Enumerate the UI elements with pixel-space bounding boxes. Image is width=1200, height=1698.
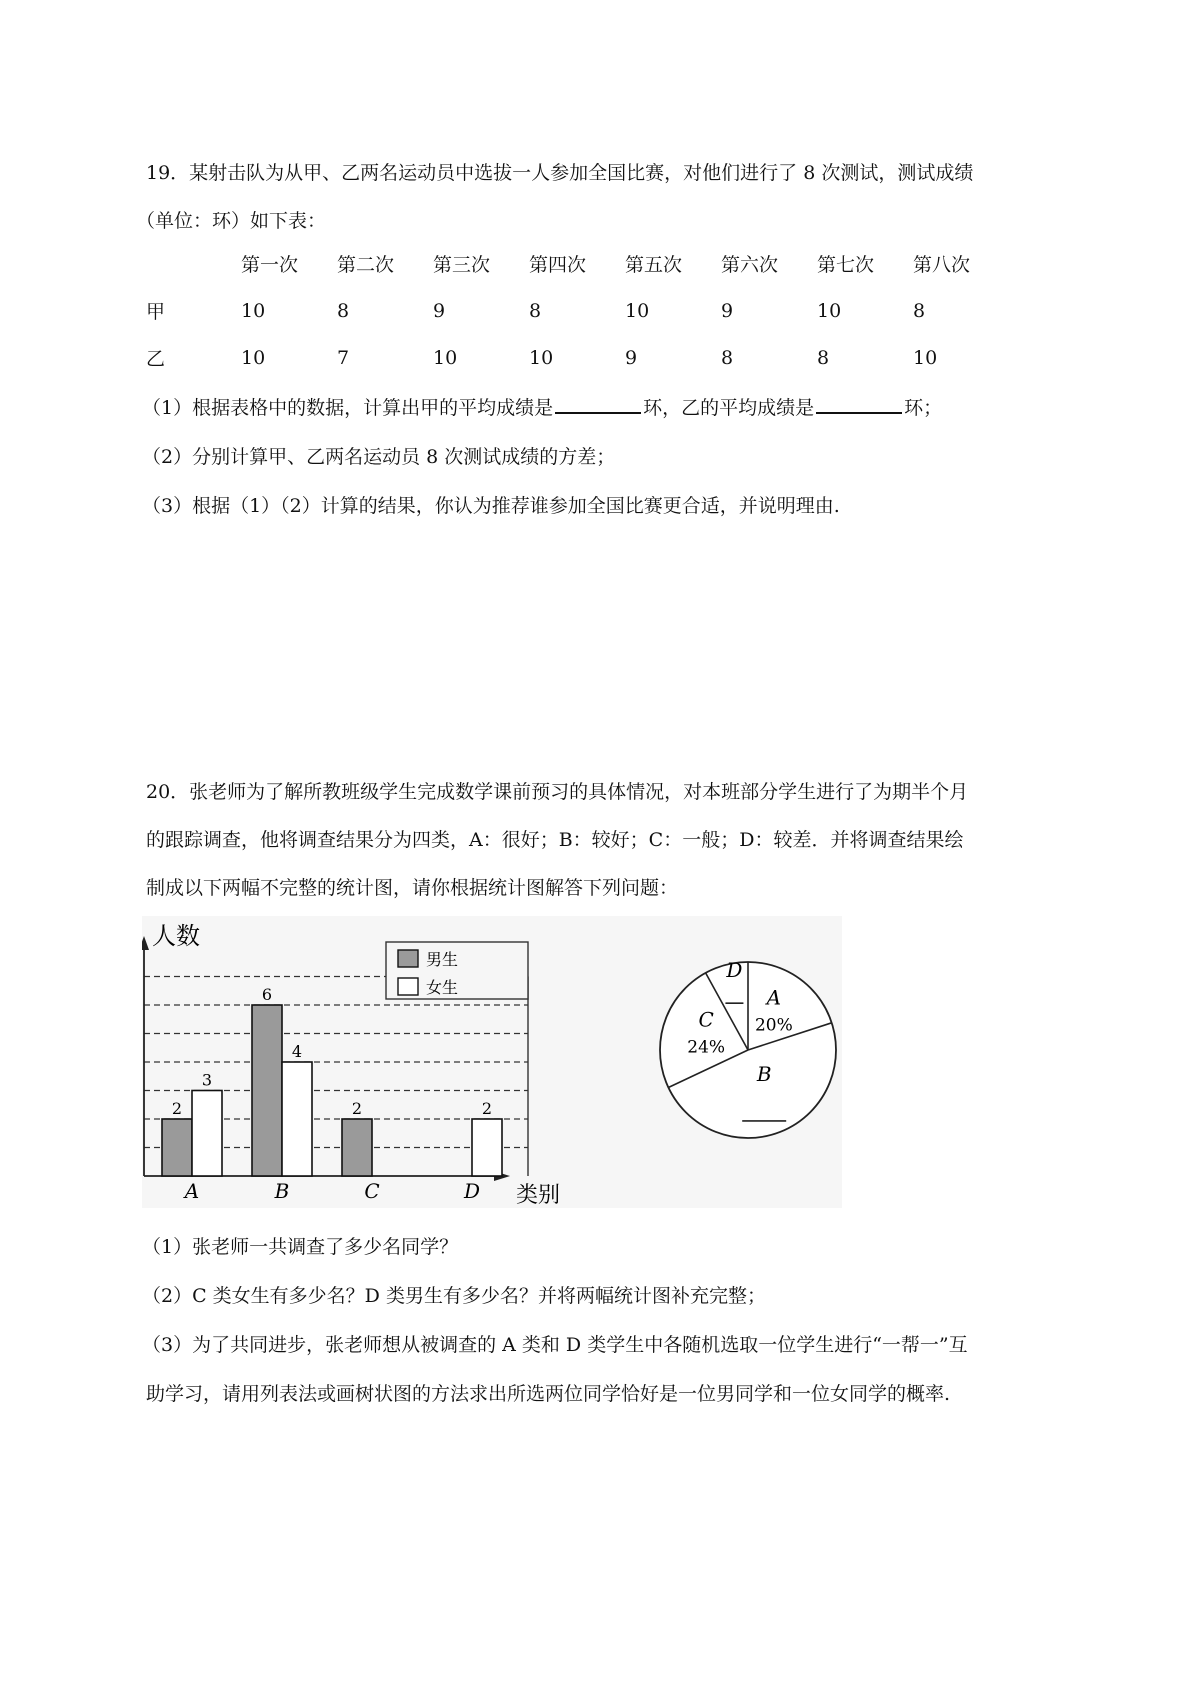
q19-part1-text-a: （1）根据表格中的数据，计算出甲的平均成绩是 bbox=[142, 397, 554, 419]
table-cell: 9 bbox=[433, 299, 446, 322]
bar-girls bbox=[282, 1062, 312, 1176]
answer-blank[interactable] bbox=[555, 394, 641, 414]
q20-line3: 制成以下两幅不完整的统计图，请你根据统计图解答下列问题： bbox=[146, 877, 679, 899]
q19-part1 bbox=[142, 393, 942, 420]
category-label: C bbox=[364, 1179, 380, 1203]
q19-part1-text-c: 环； bbox=[904, 397, 943, 419]
legend-label: 女生 bbox=[426, 978, 459, 997]
legend-swatch bbox=[398, 978, 418, 995]
q20-part1: （1）张老师一共调查了多少名同学？ bbox=[142, 1236, 459, 1258]
table-cell: 8 bbox=[721, 346, 734, 369]
header-cell: 第八次 bbox=[913, 254, 971, 276]
table-cell: 10 bbox=[625, 299, 650, 322]
bar-value-label: 3 bbox=[201, 1070, 213, 1090]
table-cell: 9 bbox=[721, 299, 734, 322]
bar-value-label: 2 bbox=[171, 1099, 183, 1118]
header-cell: 第七次 bbox=[817, 254, 875, 276]
category-label: A bbox=[184, 1179, 200, 1203]
statistics-figure bbox=[142, 916, 842, 1213]
pie-slice-label: C bbox=[698, 1007, 714, 1032]
pie-percent-label: 20% bbox=[754, 1015, 793, 1036]
table-row-jia bbox=[146, 287, 1009, 334]
score-table bbox=[146, 240, 1009, 381]
table-cell: 10 bbox=[433, 346, 458, 369]
header-cell: 第二次 bbox=[337, 254, 395, 276]
pie-slice-label: D bbox=[726, 958, 743, 983]
pie-slice-label: A bbox=[766, 985, 782, 1010]
table-cell: 10 bbox=[817, 299, 842, 322]
table-cell: 10 bbox=[529, 346, 554, 369]
table-cell: 8 bbox=[817, 346, 830, 369]
table-cell: 7 bbox=[337, 346, 350, 369]
bar-value-label: 6 bbox=[261, 985, 273, 1004]
header-cell: 第四次 bbox=[529, 254, 587, 276]
bar-boys bbox=[342, 1119, 372, 1176]
statistics-figure-svg bbox=[142, 916, 842, 1208]
table-cell: 8 bbox=[337, 299, 350, 322]
bar-value-label: 4 bbox=[291, 1042, 303, 1061]
q20-part2: （2）C 类女生有多少名？D 类男生有多少名？并将两幅统计图补充完整； bbox=[142, 1285, 766, 1307]
category-label: B bbox=[274, 1179, 290, 1203]
bar-girls bbox=[472, 1119, 502, 1176]
q19-line2: （单位：环）如下表： bbox=[136, 210, 327, 232]
legend-swatch bbox=[398, 950, 418, 967]
y-axis-label: 人数 bbox=[152, 922, 200, 950]
q20-part3b: 助学习，请用列表法或画树状图的方法求出所选两位同学恰好是一位男同学和一位女同学的概率. bbox=[146, 1383, 951, 1405]
table-cell: 8 bbox=[529, 299, 542, 322]
q19-part2: （2）分别计算甲、乙两名运动员 8 次测试成绩的方差； bbox=[142, 446, 616, 468]
q19-part1-text-b: 环，乙的平均成绩是 bbox=[643, 397, 815, 419]
bar-boys bbox=[162, 1119, 192, 1176]
header-cell: 第一次 bbox=[241, 254, 299, 276]
bar-boys bbox=[252, 1005, 282, 1176]
q20-line1: 20．张老师为了解所教班级学生完成数学课前预习的具体情况，对本班部分学生进行了为期半个月 bbox=[146, 781, 969, 803]
table-cell: 10 bbox=[241, 346, 266, 369]
table-row-yi bbox=[146, 334, 1009, 381]
x-axis-label: 类别 bbox=[516, 1183, 561, 1208]
q19-part3: （3）根据（1）（2）计算的结果，你认为推荐谁参加全国比赛更合适，并说明理由. bbox=[142, 495, 840, 517]
table-cell: 8 bbox=[913, 299, 926, 322]
table-corner bbox=[146, 240, 241, 287]
q19-line1: 19．某射击队为从甲、乙两名运动员中选拔一人参加全国比赛，对他们进行了 8 次测试，测试成绩 bbox=[146, 162, 974, 184]
row-name: 乙 bbox=[146, 348, 166, 370]
pie-percent-label: 24% bbox=[687, 1037, 726, 1058]
score-table-header-row bbox=[146, 240, 1009, 287]
q20-part3a: （3）为了共同进步，张老师想从被调查的 A 类和 D 类学生中各随机选取一位学生进行“一帮一”互 bbox=[142, 1334, 968, 1356]
header-cell: 第三次 bbox=[433, 254, 491, 276]
bar-value-label: 2 bbox=[351, 1099, 363, 1118]
header-cell: 第五次 bbox=[625, 254, 683, 276]
pie-slice-label: B bbox=[756, 1061, 772, 1086]
bar-girls bbox=[192, 1091, 222, 1177]
table-cell: 10 bbox=[913, 346, 938, 369]
category-label: D bbox=[463, 1179, 481, 1203]
table-cell: 10 bbox=[241, 299, 266, 322]
legend-label: 男生 bbox=[426, 950, 459, 969]
q20-line2: 的跟踪调查，他将调查结果分为四类，A：很好；B：较好；C：一般；D：较差．并将调查结果绘 bbox=[146, 829, 964, 851]
table-cell: 9 bbox=[625, 346, 638, 369]
header-cell: 第六次 bbox=[721, 254, 779, 276]
bar-value-label: 2 bbox=[481, 1099, 493, 1118]
answer-blank[interactable] bbox=[816, 394, 902, 414]
row-name: 甲 bbox=[146, 301, 166, 323]
